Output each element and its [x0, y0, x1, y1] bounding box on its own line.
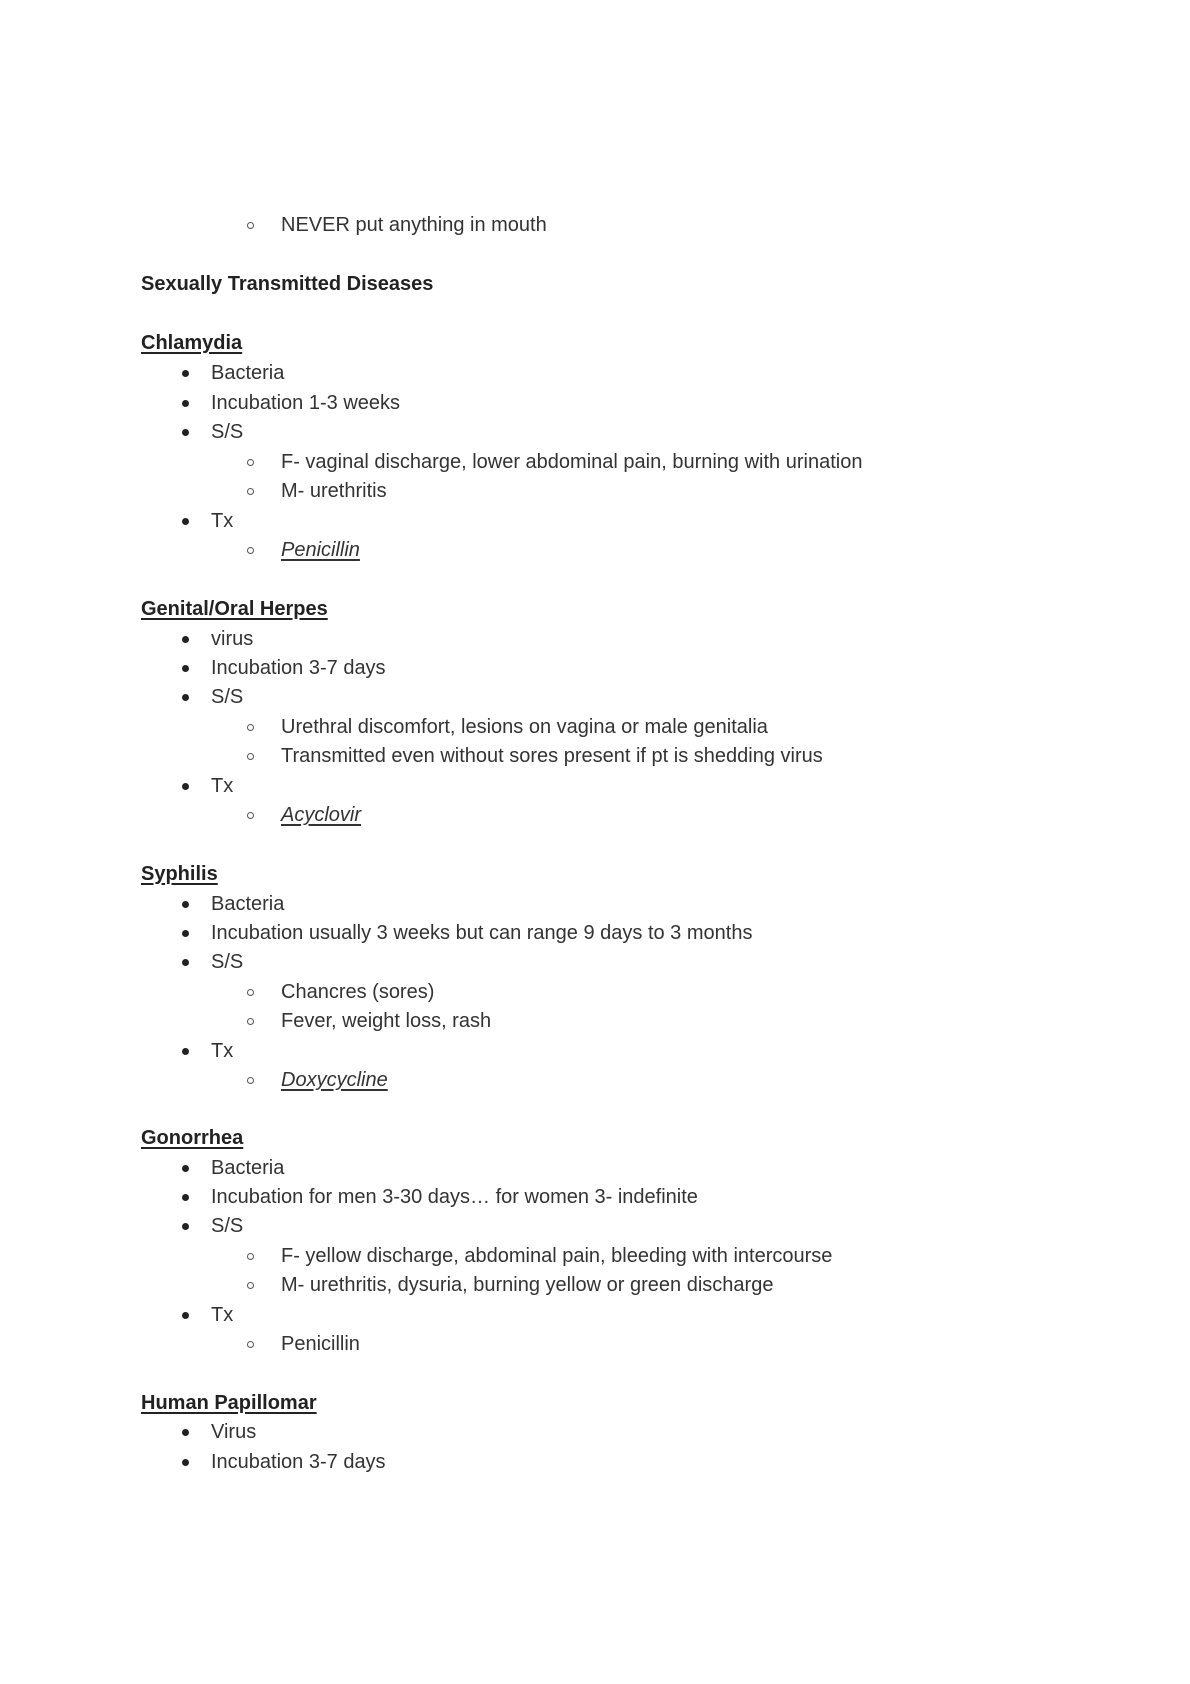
bullet-marker [182, 959, 189, 966]
sub-bullet-marker [247, 1253, 254, 1260]
sub-bullet-marker [247, 1018, 254, 1025]
bullet-marker [182, 429, 189, 436]
incubation: Incubation for men 3-30 days… for women 3- indefinite [211, 1186, 698, 1208]
treatment-label: Tx [211, 1040, 234, 1062]
signs-symptoms-label: S/S [211, 421, 244, 443]
treatment-label: Tx [211, 510, 234, 532]
intro-item: NEVER put anything in mouth [281, 214, 547, 236]
bullet-marker [182, 518, 189, 525]
symptom-item: Chancres (sores) [281, 981, 435, 1003]
sub-bullet-marker [247, 753, 254, 760]
sub-bullet-marker [247, 547, 254, 554]
incubation: Incubation 3-7 days [211, 657, 386, 679]
sub-bullet-marker [247, 1077, 254, 1084]
section-heading-gonorrhea: Gonorrhea [141, 1127, 244, 1149]
symptom-item: M- urethritis, dysuria, burning yellow or green discharge [281, 1274, 774, 1296]
bullet-marker [182, 1048, 189, 1055]
bullet-marker [182, 1194, 189, 1201]
organism-type: Virus [211, 1421, 257, 1443]
organism-type: Bacteria [211, 1157, 285, 1179]
bullet-marker [182, 1312, 189, 1319]
sub-bullet-marker [247, 459, 254, 466]
signs-symptoms-label: S/S [211, 686, 244, 708]
symptom-item: F- yellow discharge, abdominal pain, bleeding with intercourse [281, 1245, 833, 1267]
sub-bullet-marker [247, 488, 254, 495]
bullet-marker [182, 370, 189, 377]
bullet-marker [182, 1459, 189, 1466]
section-heading-syphilis: Syphilis [141, 863, 218, 885]
signs-symptoms-label: S/S [211, 1215, 244, 1237]
bullet-marker [182, 930, 189, 937]
section-heading-herpes: Genital/Oral Herpes [141, 598, 328, 620]
section-heading-chlamydia: Chlamydia [141, 332, 243, 354]
section-heading-hpv: Human Papillomar [141, 1392, 317, 1414]
sub-bullet-marker [247, 989, 254, 996]
symptom-item: Transmitted even without sores present if pt is shedding virus [281, 745, 823, 767]
incubation: Incubation usually 3 weeks but can range 9 days to 3 months [211, 922, 753, 944]
treatment-drug: Acyclovir [281, 804, 362, 826]
organism-type: Bacteria [211, 362, 285, 384]
symptom-item: F- vaginal discharge, lower abdominal pain, burning with urination [281, 451, 863, 473]
symptom-item: M- urethritis [281, 480, 387, 502]
sub-bullet-marker [247, 222, 254, 229]
incubation: Incubation 3-7 days [211, 1451, 386, 1473]
treatment-drug: Penicillin [281, 1333, 360, 1355]
bullet-marker [182, 400, 189, 407]
bullet-marker [182, 901, 189, 908]
bullet-marker [182, 665, 189, 672]
bullet-marker [182, 1223, 189, 1230]
signs-symptoms-label: S/S [211, 951, 244, 973]
sub-bullet-marker [247, 812, 254, 819]
organism-type: Bacteria [211, 893, 285, 915]
bullet-marker [182, 1165, 189, 1172]
organism-type: virus [211, 628, 254, 650]
treatment-label: Tx [211, 775, 234, 797]
sub-bullet-marker [247, 1341, 254, 1348]
bullet-marker [182, 636, 189, 643]
treatment-drug: Penicillin [281, 539, 360, 561]
sub-bullet-marker [247, 1282, 254, 1289]
incubation: Incubation 1-3 weeks [211, 392, 401, 414]
symptom-item: Fever, weight loss, rash [281, 1010, 492, 1032]
treatment-label: Tx [211, 1304, 234, 1326]
treatment-drug: Doxycycline [281, 1069, 388, 1091]
document-title: Sexually Transmitted Diseases [141, 273, 434, 295]
bullet-marker [182, 694, 189, 701]
symptom-item: Urethral discomfort, lesions on vagina or male genitalia [281, 716, 768, 738]
sub-bullet-marker [247, 724, 254, 731]
bullet-marker [182, 1429, 189, 1436]
bullet-marker [182, 783, 189, 790]
